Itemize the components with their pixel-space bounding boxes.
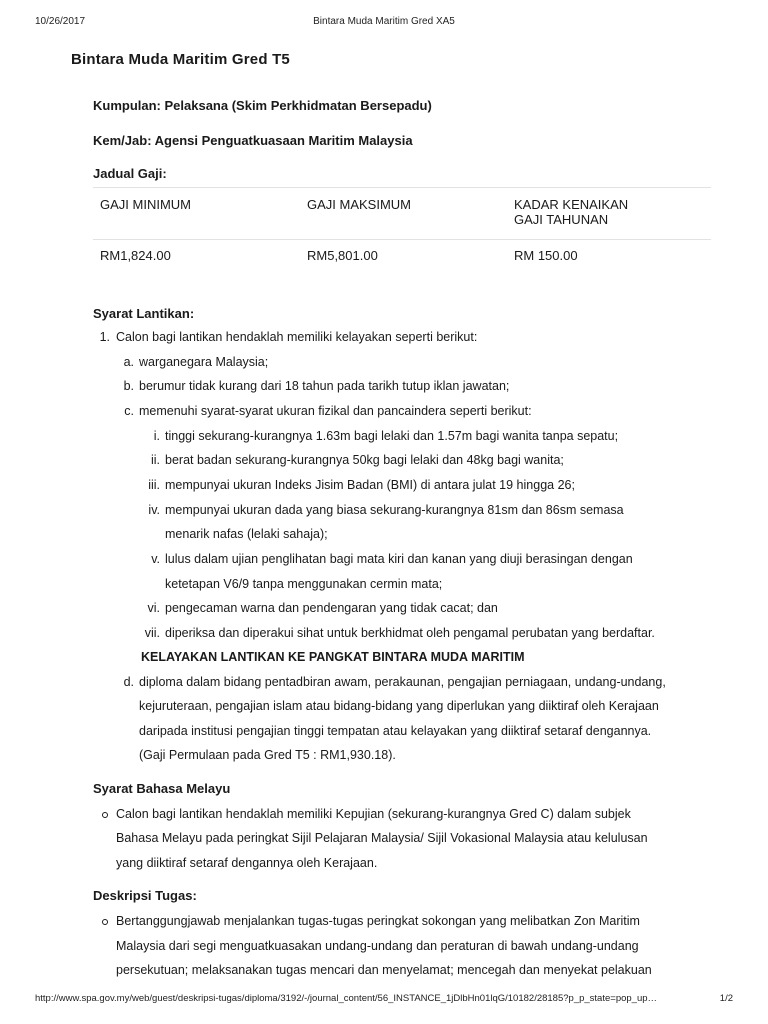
header-kadar-kenaikan-line2: GAJI TAHUNAN (514, 212, 609, 227)
jadual-gaji-label: Jadual Gaji: (93, 166, 167, 181)
item-b-marker: b. (123, 379, 134, 393)
sub-v-text-line1: lulus dalam ujian penglihatan bagi mata kiri dan kanan yang diuji berasingan dengan (165, 552, 633, 566)
sub-i-marker: i. (153, 429, 160, 443)
print-footer (35, 993, 733, 1007)
sub-iv-text-line2: menarik nafas (lelaki sahaja); (165, 527, 328, 541)
bahasa-line3: yang diiktiraf setaraf dengannya oleh Kerajaan. (116, 856, 378, 870)
item-d-line4: (Gaji Permulaan pada Gred T5 : RM1,930.18). (139, 748, 396, 762)
salary-table (93, 187, 711, 268)
sub-v-text-line2: ketetapan V6/9 tanpa menggunakan cermin mata; (165, 577, 443, 591)
value-gaji-maksimum: RM5,801.00 (300, 240, 507, 269)
sub-iv-text-line1: mempunyai ukuran dada yang biasa sekurang-kurangnya 81sm dan 86sm semasa (165, 503, 624, 517)
deskripsi-line3: persekutuan; melaksanakan tugas mencari dan menyelamat; mencegah dan menyekat pelakuan (116, 963, 652, 977)
item-d-marker: d. (123, 675, 134, 689)
salary-value-row (93, 240, 711, 269)
kelayakan-heading: KELAYAKAN LANTIKAN KE PANGKAT BINTARA MUDA MARITIM (141, 650, 525, 664)
item-b-text: berumur tidak kurang dari 18 tahun pada tarikh tutup iklan jawatan; (139, 379, 510, 393)
sub-iii-marker: iii. (148, 478, 160, 492)
kumpulan-label: Kumpulan: Pelaksana (Skim Perkhidmatan Bersepadu) (93, 98, 432, 113)
salary-header-row (93, 188, 711, 240)
value-gaji-minimum: RM1,824.00 (93, 240, 300, 269)
page-title: Bintara Muda Maritim Gred T5 (71, 51, 290, 68)
item-d-line2: kejuruteraan, pengajian islam atau bidang-bidang yang diperlukan yang diiktiraf oleh Kerajaan (139, 699, 659, 713)
value-kadar-kenaikan: RM 150.00 (507, 240, 711, 269)
header-gaji-maksimum: GAJI MAKSIMUM (300, 188, 507, 240)
bahasa-line2: Bahasa Melayu pada peringkat Sijil Pelajaran Malaysia/ Sijil Vokasional Malaysia atau kelulusan (116, 831, 648, 845)
sub-v-marker: v. (151, 552, 160, 566)
item-1-marker: 1. (99, 330, 110, 344)
header-kadar-kenaikan (507, 188, 711, 240)
item-c-text: memenuhi syarat-syarat ukuran fizikal dan pancaindera seperti berikut: (139, 404, 532, 418)
item-a-text: warganegara Malaysia; (139, 355, 269, 369)
item-d-line3: daripada institusi pengajian tinggi tempatan atau kelayakan yang diiktiraf setaraf dengannya. (139, 724, 652, 738)
circle-bullet-icon (102, 919, 108, 925)
circle-bullet-icon (102, 812, 108, 818)
sub-vii-marker: vii. (144, 626, 160, 640)
header-gaji-minimum: GAJI MINIMUM (93, 188, 300, 240)
deskripsi-heading: Deskripsi Tugas: (93, 888, 197, 903)
print-date: 10/26/2017 (35, 16, 86, 27)
deskripsi-line1: Bertanggungjawab menjalankan tugas-tugas peringkat sokongan yang melibatkan Zon Maritim (116, 914, 640, 928)
syarat-lantikan-heading: Syarat Lantikan: (93, 306, 195, 321)
bahasa-line1: Calon bagi lantikan hendaklah memiliki Kepujian (sekurang-kurangnya Gred C) dalam subjek (116, 807, 631, 821)
page-number: 1/2 (719, 993, 733, 1004)
deskripsi-line2: Malaysia dari segi menguatkuasakan undang-undang dan peraturan di bawah undang-undang (116, 939, 639, 953)
sub-i-text: tinggi sekurang-kurangnya 1.63m bagi lelaki dan 1.57m bagi wanita tanpa sepatu; (165, 429, 619, 443)
sub-iii-text: mempunyai ukuran Indeks Jisim Badan (BMI) di antara julat 19 hingga 26; (165, 478, 575, 492)
print-url: http://www.spa.gov.my/web/guest/deskripsi-tugas/diploma/3192/-/journal_content/56_INSTANCE_1jDlbHn01lqG/10182/28185?p_p_state=pop_up… (35, 993, 658, 1004)
item-1-text: Calon bagi lantikan hendaklah memiliki kelayakan seperti berikut: (116, 330, 478, 344)
syarat-bahasa-heading: Syarat Bahasa Melayu (93, 781, 231, 796)
print-header (35, 16, 733, 30)
sub-vi-marker: vi. (147, 601, 160, 615)
header-kadar-kenaikan-line1: KADAR KENAIKAN (514, 197, 629, 212)
print-title: Bintara Muda Maritim Gred XA5 (313, 16, 455, 27)
item-a-marker: a. (123, 355, 134, 369)
sub-vi-text: pengecaman warna dan pendengaran yang tidak cacat; dan (165, 601, 498, 615)
sub-vii-text: diperiksa dan diperakui sihat untuk berkhidmat oleh pengamal perubatan yang berdaftar. (165, 626, 655, 640)
sub-ii-marker: ii. (150, 453, 160, 467)
kemjab-label: Kem/Jab: Agensi Penguatkuasaan Maritim Malaysia (93, 133, 413, 148)
item-d-line1: diploma dalam bidang pentadbiran awam, perakaunan, pengajian perniagaan, undang-undang, (139, 675, 666, 689)
item-c-marker: c. (124, 404, 134, 418)
sub-iv-marker: iv. (148, 503, 160, 517)
sub-ii-text: berat badan sekurang-kurangnya 50kg bagi lelaki dan 48kg bagi wanita; (165, 453, 564, 467)
